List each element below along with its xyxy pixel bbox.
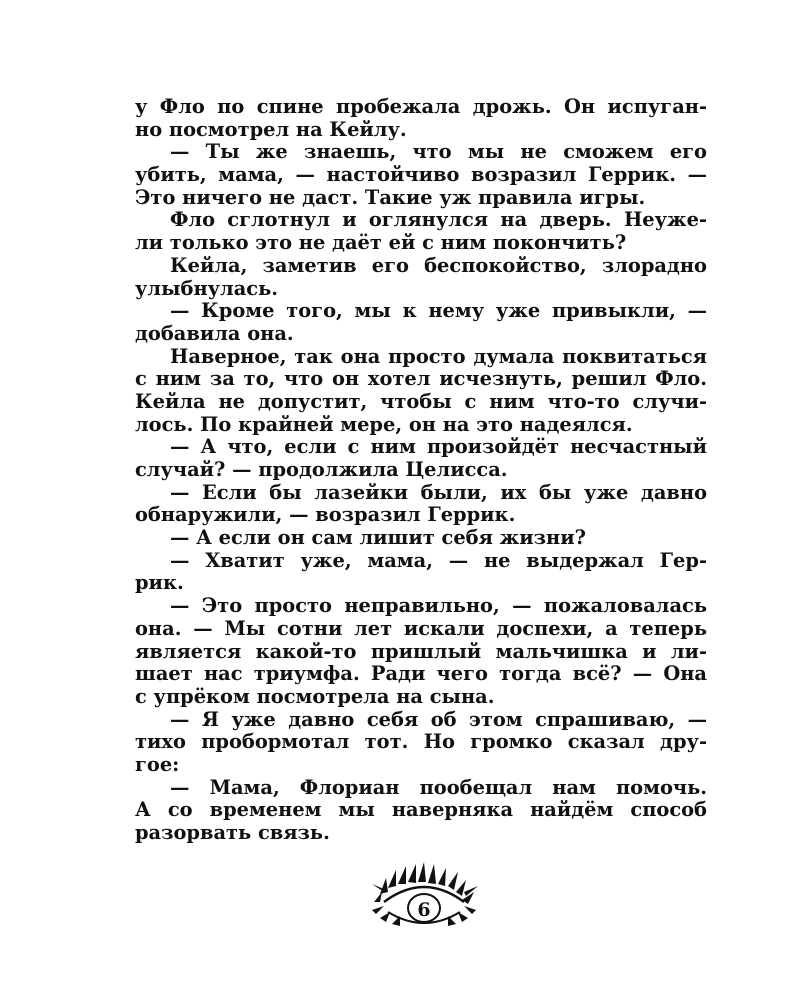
text-line: — А если он сам лишит себя жизни?: [170, 526, 586, 550]
text-line: с ним за то, что он хотел исчезнуть, решил Фло.: [135, 367, 707, 391]
text-line: — Мама, Флориан пообещал нам помочь.: [170, 775, 707, 799]
text-line: но посмотрел на Кейлу.: [135, 117, 407, 141]
text-line: тихо пробормотал тот. Но громко сказал дру-: [135, 730, 707, 754]
text-line: убить, мама, — настойчиво возразил Геррик. —: [135, 163, 707, 187]
text-line: является какой-то пришлый мальчишка и ли-: [135, 639, 707, 663]
text-line: ли только это не даёт ей с ним покончить?: [135, 231, 627, 255]
text-line: Это ничего не даст. Такие уж правила игры.: [135, 185, 646, 209]
text-line: добавила она.: [135, 321, 294, 345]
text-line: — Кроме того, мы к нему уже привыкли, —: [170, 299, 707, 323]
text-line: Фло сглотнул и оглянулся на дверь. Неуже-: [170, 208, 707, 232]
text-line: случай? — продолжила Целисса.: [135, 458, 508, 481]
text-line: обнаружили, — возразил Геррик.: [135, 503, 516, 527]
text-line: она. — Мы сотни лет искали доспехи, а теперь: [135, 616, 707, 640]
text-line: — Это просто неправильно, — пожаловалась: [170, 594, 707, 618]
text-line: — Я уже давно себя об этом спрашиваю, —: [170, 707, 707, 731]
text-line: лось. По крайней мере, он на это надеялся.: [135, 412, 633, 436]
text-line: — Ты же знаешь, что мы не сможем его: [170, 140, 707, 164]
text-line: — А что, если с ним произойдёт несчастный: [170, 435, 707, 459]
text-line: рик.: [135, 571, 184, 595]
text-line: — Хватит уже, мама, — не выдержал Гер-: [170, 548, 707, 572]
text-line: — Если бы лазейки были, их бы уже давно: [170, 480, 707, 504]
text-line: Кейла не допустит, чтобы с ним что-то случи-: [135, 389, 707, 413]
text-line: Кейла, заметив его беспокойство, злорадно: [170, 253, 707, 277]
page-body-text: [135, 96, 707, 845]
text-line: улыбнулась.: [135, 276, 279, 300]
text-line: шает нас триумфа. Ради чего тогда всё? — Она: [135, 662, 707, 686]
text-line: разорвать связь.: [135, 821, 330, 844]
text-line: у Фло по спине пробежала дрожь. Он испуган-: [135, 95, 707, 118]
text-line: А со временем мы наверняка найдём способ: [135, 798, 707, 822]
text-line: с упрёком посмотрела на сына.: [135, 684, 495, 708]
text-line: Наверное, так она просто думала поквитаться: [170, 344, 707, 368]
page-number: 6: [417, 899, 431, 921]
text-line: гое:: [135, 752, 180, 776]
